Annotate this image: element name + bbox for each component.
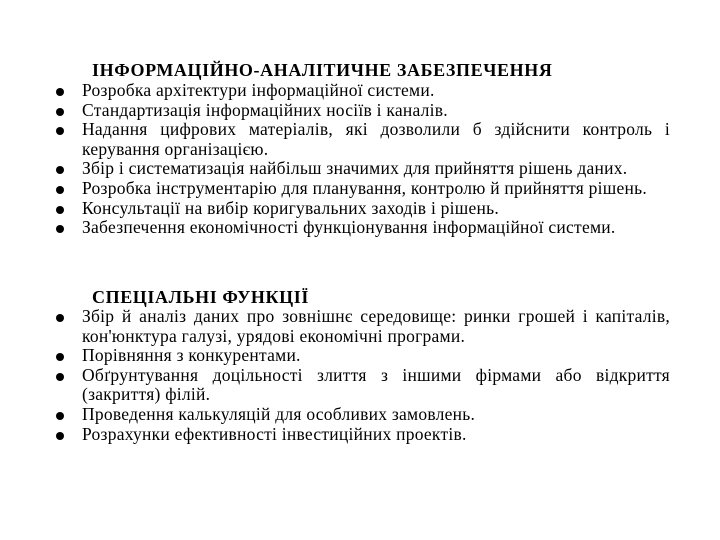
list-item-text: Надання цифрових матеріалів, які дозволили б здійснити контроль і керування організацією. [82, 119, 670, 159]
bullet-icon [56, 108, 64, 116]
list-item-text: Розробка інструментарію для планування, контролю й прийняття рішень. [82, 177, 648, 198]
bullet-icon [56, 166, 64, 174]
list-item-text: Розрахунки ефективності інвестиційних проектів. [82, 423, 467, 444]
list-item-text: Стандартизація інформаційних носіїв і каналів. [82, 99, 448, 120]
bullet-icon [56, 314, 64, 322]
list-item-text: Збір і систематизація найбільш значимих для прийняття рішень даних. [82, 158, 628, 179]
bullet-icon [56, 353, 64, 361]
list-item [50, 366, 670, 405]
bullet-icon [56, 127, 64, 135]
list-item-text: Збір й аналіз даних про зовнішнє середовище: ринки грошей і капіталів, кон'юнктура галузі, урядові економічні програми. [82, 306, 670, 346]
bullet-icon [56, 88, 64, 96]
info-analytic-list [50, 81, 670, 238]
bullet-icon [56, 206, 64, 214]
list-item-text: Проведення калькуляцій для особливих замовлень. [82, 403, 476, 424]
section-heading-info-analytic: ІНФОРМАЦІЙНО-АНАЛІТИЧНЕ ЗАБЕЗПЕЧЕННЯ [92, 60, 553, 80]
bullet-icon [56, 186, 64, 194]
section-heading-special-functions: СПЕЦІАЛЬНІ ФУНКЦІЇ [92, 287, 309, 307]
bullet-icon [56, 432, 64, 440]
bullet-icon [56, 225, 64, 233]
list-item [50, 405, 670, 425]
list-item [50, 120, 670, 159]
list-item [50, 218, 670, 238]
list-item [50, 346, 670, 366]
list-item [50, 179, 670, 199]
list-item [50, 307, 670, 346]
list-item-text: Обґрунтування доцільності злиття з іншими фірмами або відкриття (закриття) філій. [82, 364, 670, 405]
list-item [50, 199, 670, 219]
special-functions-list [50, 307, 670, 444]
list-item-text: Консультації на вибір коригувальних заходів і рішень. [82, 197, 500, 218]
list-item-text: Порівняння з конкурентами. [82, 345, 301, 366]
list-item-text: Розробка архітектури інформаційної системи. [82, 80, 435, 100]
list-item-text: Забезпечення економічності функціонування інформаційної системи. [82, 217, 616, 238]
bullet-icon [56, 373, 64, 381]
list-item [50, 159, 670, 179]
list-item [50, 81, 670, 101]
list-item [50, 101, 670, 121]
list-item [50, 425, 670, 445]
bullet-icon [56, 412, 64, 420]
